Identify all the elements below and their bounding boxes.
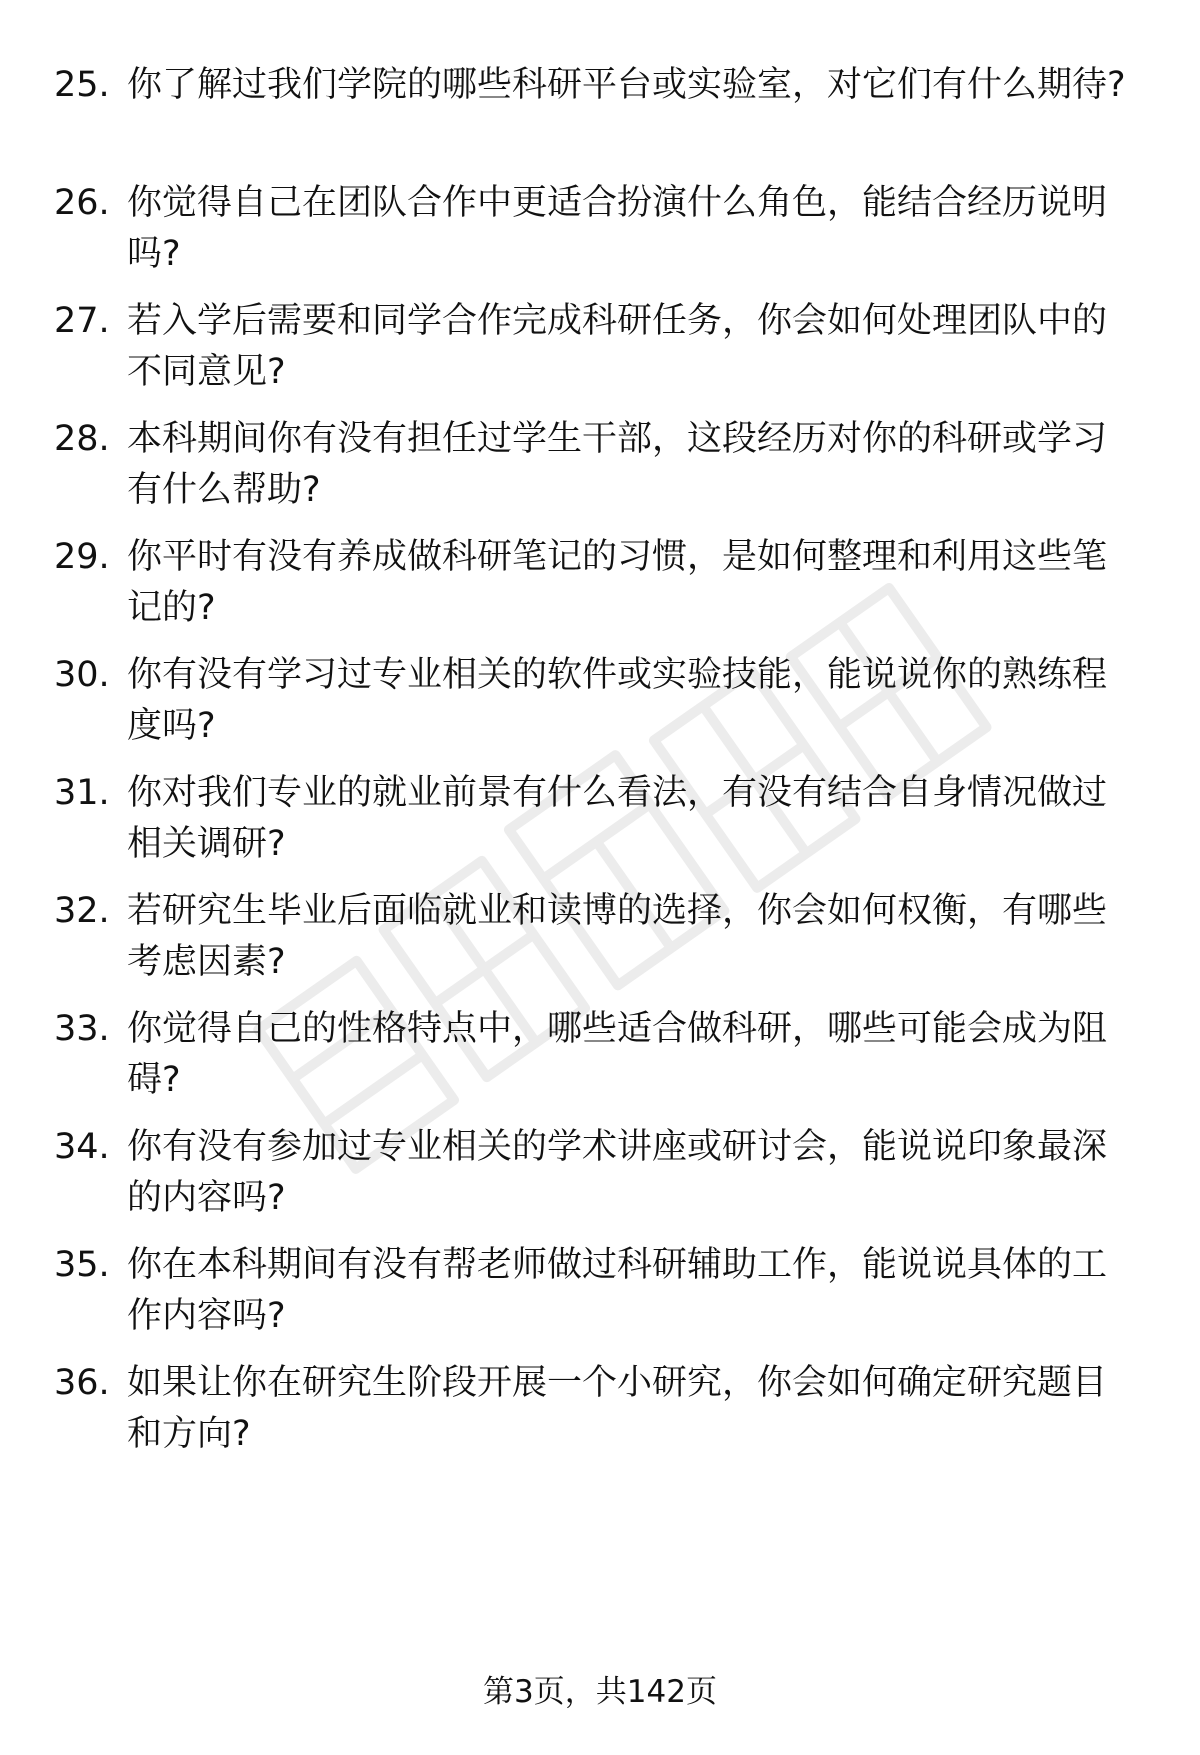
list-item <box>0 178 1200 288</box>
question-number: 27. <box>54 301 110 341</box>
question-number: 30. <box>54 655 110 695</box>
question-number: 34. <box>54 1127 110 1167</box>
page-footer: 第3页，共142页 <box>483 1674 717 1710</box>
question-text: 你了解过我们学院的哪些科研平台或实验室，对它们有什么期待? <box>127 65 1126 105</box>
question-number: 28. <box>54 419 110 459</box>
question-number: 35. <box>54 1245 110 1285</box>
question-number: 29. <box>54 537 110 577</box>
question-number: 32. <box>54 891 110 931</box>
question-text: 若研究生毕业后面临就业和读博的选择，你会如何权衡，有哪些考虑因素? <box>127 891 1108 982</box>
question-text: 你觉得自己的性格特点中，哪些适合做科研，哪些可能会成为阻碍? <box>127 1009 1108 1100</box>
list-item <box>0 650 1200 760</box>
question-text: 你对我们专业的就业前景有什么看法，有没有结合自身情况做过相关调研? <box>127 773 1108 864</box>
list-item <box>0 1358 1200 1468</box>
question-number: 25. <box>54 65 110 105</box>
question-text: 你在本科期间有没有帮老师做过科研辅助工作，能说说具体的工作内容吗? <box>127 1245 1108 1336</box>
list-item <box>0 886 1200 996</box>
list-item <box>0 1240 1200 1350</box>
list-item <box>0 1122 1200 1232</box>
question-text: 你有没有参加过专业相关的学术讲座或研讨会，能说说印象最深的内容吗? <box>127 1127 1108 1218</box>
question-text: 如果让你在研究生阶段开展一个小研究，你会如何确定研究题目和方向? <box>127 1363 1108 1454</box>
question-text: 你平时有没有养成做科研笔记的习惯，是如何整理和利用这些笔记的? <box>127 537 1108 628</box>
question-text: 若入学后需要和同学合作完成科研任务，你会如何处理团队中的不同意见? <box>127 301 1108 392</box>
list-item <box>0 414 1200 524</box>
question-number: 31. <box>54 773 110 813</box>
question-text: 你觉得自己在团队合作中更适合扮演什么角色，能结合经历说明吗? <box>127 183 1108 274</box>
question-number: 26. <box>54 183 110 223</box>
question-text: 你有没有学习过专业相关的软件或实验技能，能说说你的熟练程度吗? <box>127 655 1108 746</box>
list-item <box>0 60 1200 170</box>
question-number: 36. <box>54 1363 110 1403</box>
question-number: 33. <box>54 1009 110 1049</box>
list-item <box>0 296 1200 406</box>
list-item <box>0 1004 1200 1114</box>
list-item <box>0 768 1200 878</box>
list-item <box>0 532 1200 642</box>
question-text: 本科期间你有没有担任过学生干部，这段经历对你的科研或学习有什么帮助? <box>127 419 1108 510</box>
